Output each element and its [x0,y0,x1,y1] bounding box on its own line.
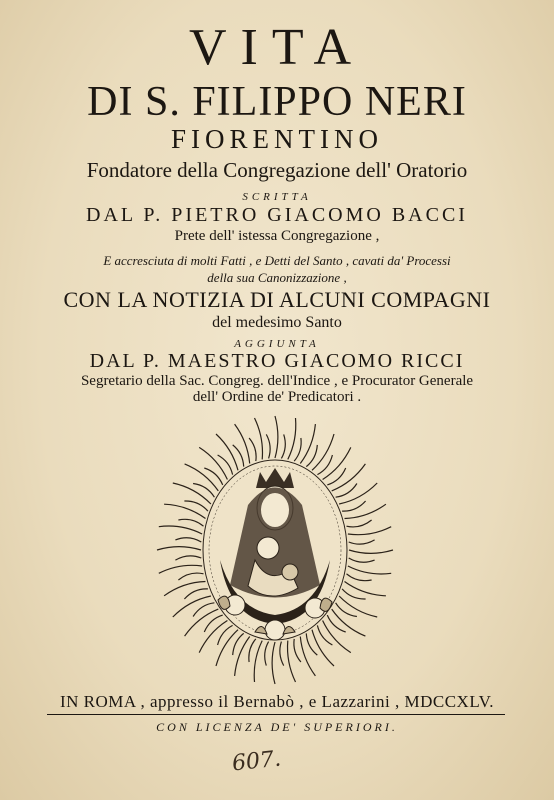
sun-ray [157,547,201,550]
sun-ray [178,573,203,580]
sun-ray [193,603,214,617]
imprint-rule [47,714,505,715]
sun-ray [233,633,244,655]
imprint-line: IN ROMA , appresso il Bernabò , e Lazzarini , MDCCXLV. [59,692,494,711]
sun-ray [327,468,345,485]
sun-ray [164,504,205,518]
sun-ray [348,566,391,574]
sun-ray [288,418,296,459]
sun-ray [306,445,317,467]
sun-ray [216,630,238,666]
sun-ray [272,642,275,684]
sun-ray [347,520,372,527]
sun-ray [317,455,332,475]
notice-line-1: CON LA NOTIZIA DI ALCUNI COMPAGNI [63,287,491,312]
sun-ray [332,609,366,636]
sun-ray [348,527,391,535]
author-role: Prete dell' istessa Congregazione , [174,228,380,244]
sun-ray [254,641,262,682]
sun-ray [178,519,203,526]
sun-ray [300,424,315,463]
sun-ray [349,540,375,544]
sun-ray [265,642,269,666]
title-fiorentino: FIORENTINO [171,124,383,154]
sun-ray [294,438,301,461]
title-founder: Fondatore della Congregazione dell' Oratorio [86,158,468,182]
sun-ray [349,550,393,553]
sun-ray [306,633,317,655]
sun-ray [235,637,250,676]
sun-ray [204,468,222,485]
editor-label: AGGIUNTA [234,338,320,350]
sun-ray [185,464,219,491]
author-label: SCRITTA [242,191,312,203]
sun-ray [173,596,211,617]
sun-ray [175,538,201,542]
sun-ray [249,438,256,461]
sun-ray [266,434,270,458]
sun-ray [317,625,332,645]
title-vita: VITA [188,19,366,76]
title-saint-name: DI S. FILIPPO NERI [87,79,467,125]
sun-ray [345,582,386,596]
sun-ray [349,558,375,562]
sun-ray [336,603,357,617]
editor-role-2: dell' Ordine de' Predicatori . [192,389,362,405]
addition-line-2: della sua Canonizzazione , [207,270,347,285]
license-line: CON LICENZA DE' SUPERIORI. [156,720,398,734]
sun-ray [175,556,201,560]
sun-ray [275,416,278,458]
author-name: DAL P. PIETRO GIACOMO BACCI [86,204,468,226]
sun-ray [233,445,244,467]
sun-ray [280,642,284,666]
sun-ray [294,639,301,662]
sun-ray [327,615,345,632]
sun-ray [249,639,256,662]
madonna-engraving-vignette [150,410,400,685]
notice-line-2: del medesimo Santo [212,314,342,331]
sun-ray [339,483,377,504]
sun-ray [164,582,205,596]
addition-line-1: E accresciuta di molti Fatti , e Detti del Santo , cavati da' Processi [103,253,451,268]
editor-role-1: Segretario della Sac. Congreg. dell'Indice , e Procurator Generale [80,373,474,389]
sun-ray [281,434,285,458]
handwritten-shelfmark: 607. [230,746,283,777]
sun-ray [336,484,357,498]
editor-name: DAL P. MAESTRO GIACOMO RICCI [89,350,465,372]
sun-ray [312,630,334,666]
sun-ray [193,484,214,498]
sun-ray [159,565,202,573]
sun-ray [312,434,334,470]
sun-ray [345,504,386,518]
sun-ray [347,574,372,581]
sun-ray [216,434,238,470]
sun-ray [159,526,202,534]
sun-ray [173,483,211,504]
sun-ray [339,596,377,617]
sun-ray [204,615,222,632]
sun-ray [218,455,233,475]
sun-ray [218,625,233,645]
